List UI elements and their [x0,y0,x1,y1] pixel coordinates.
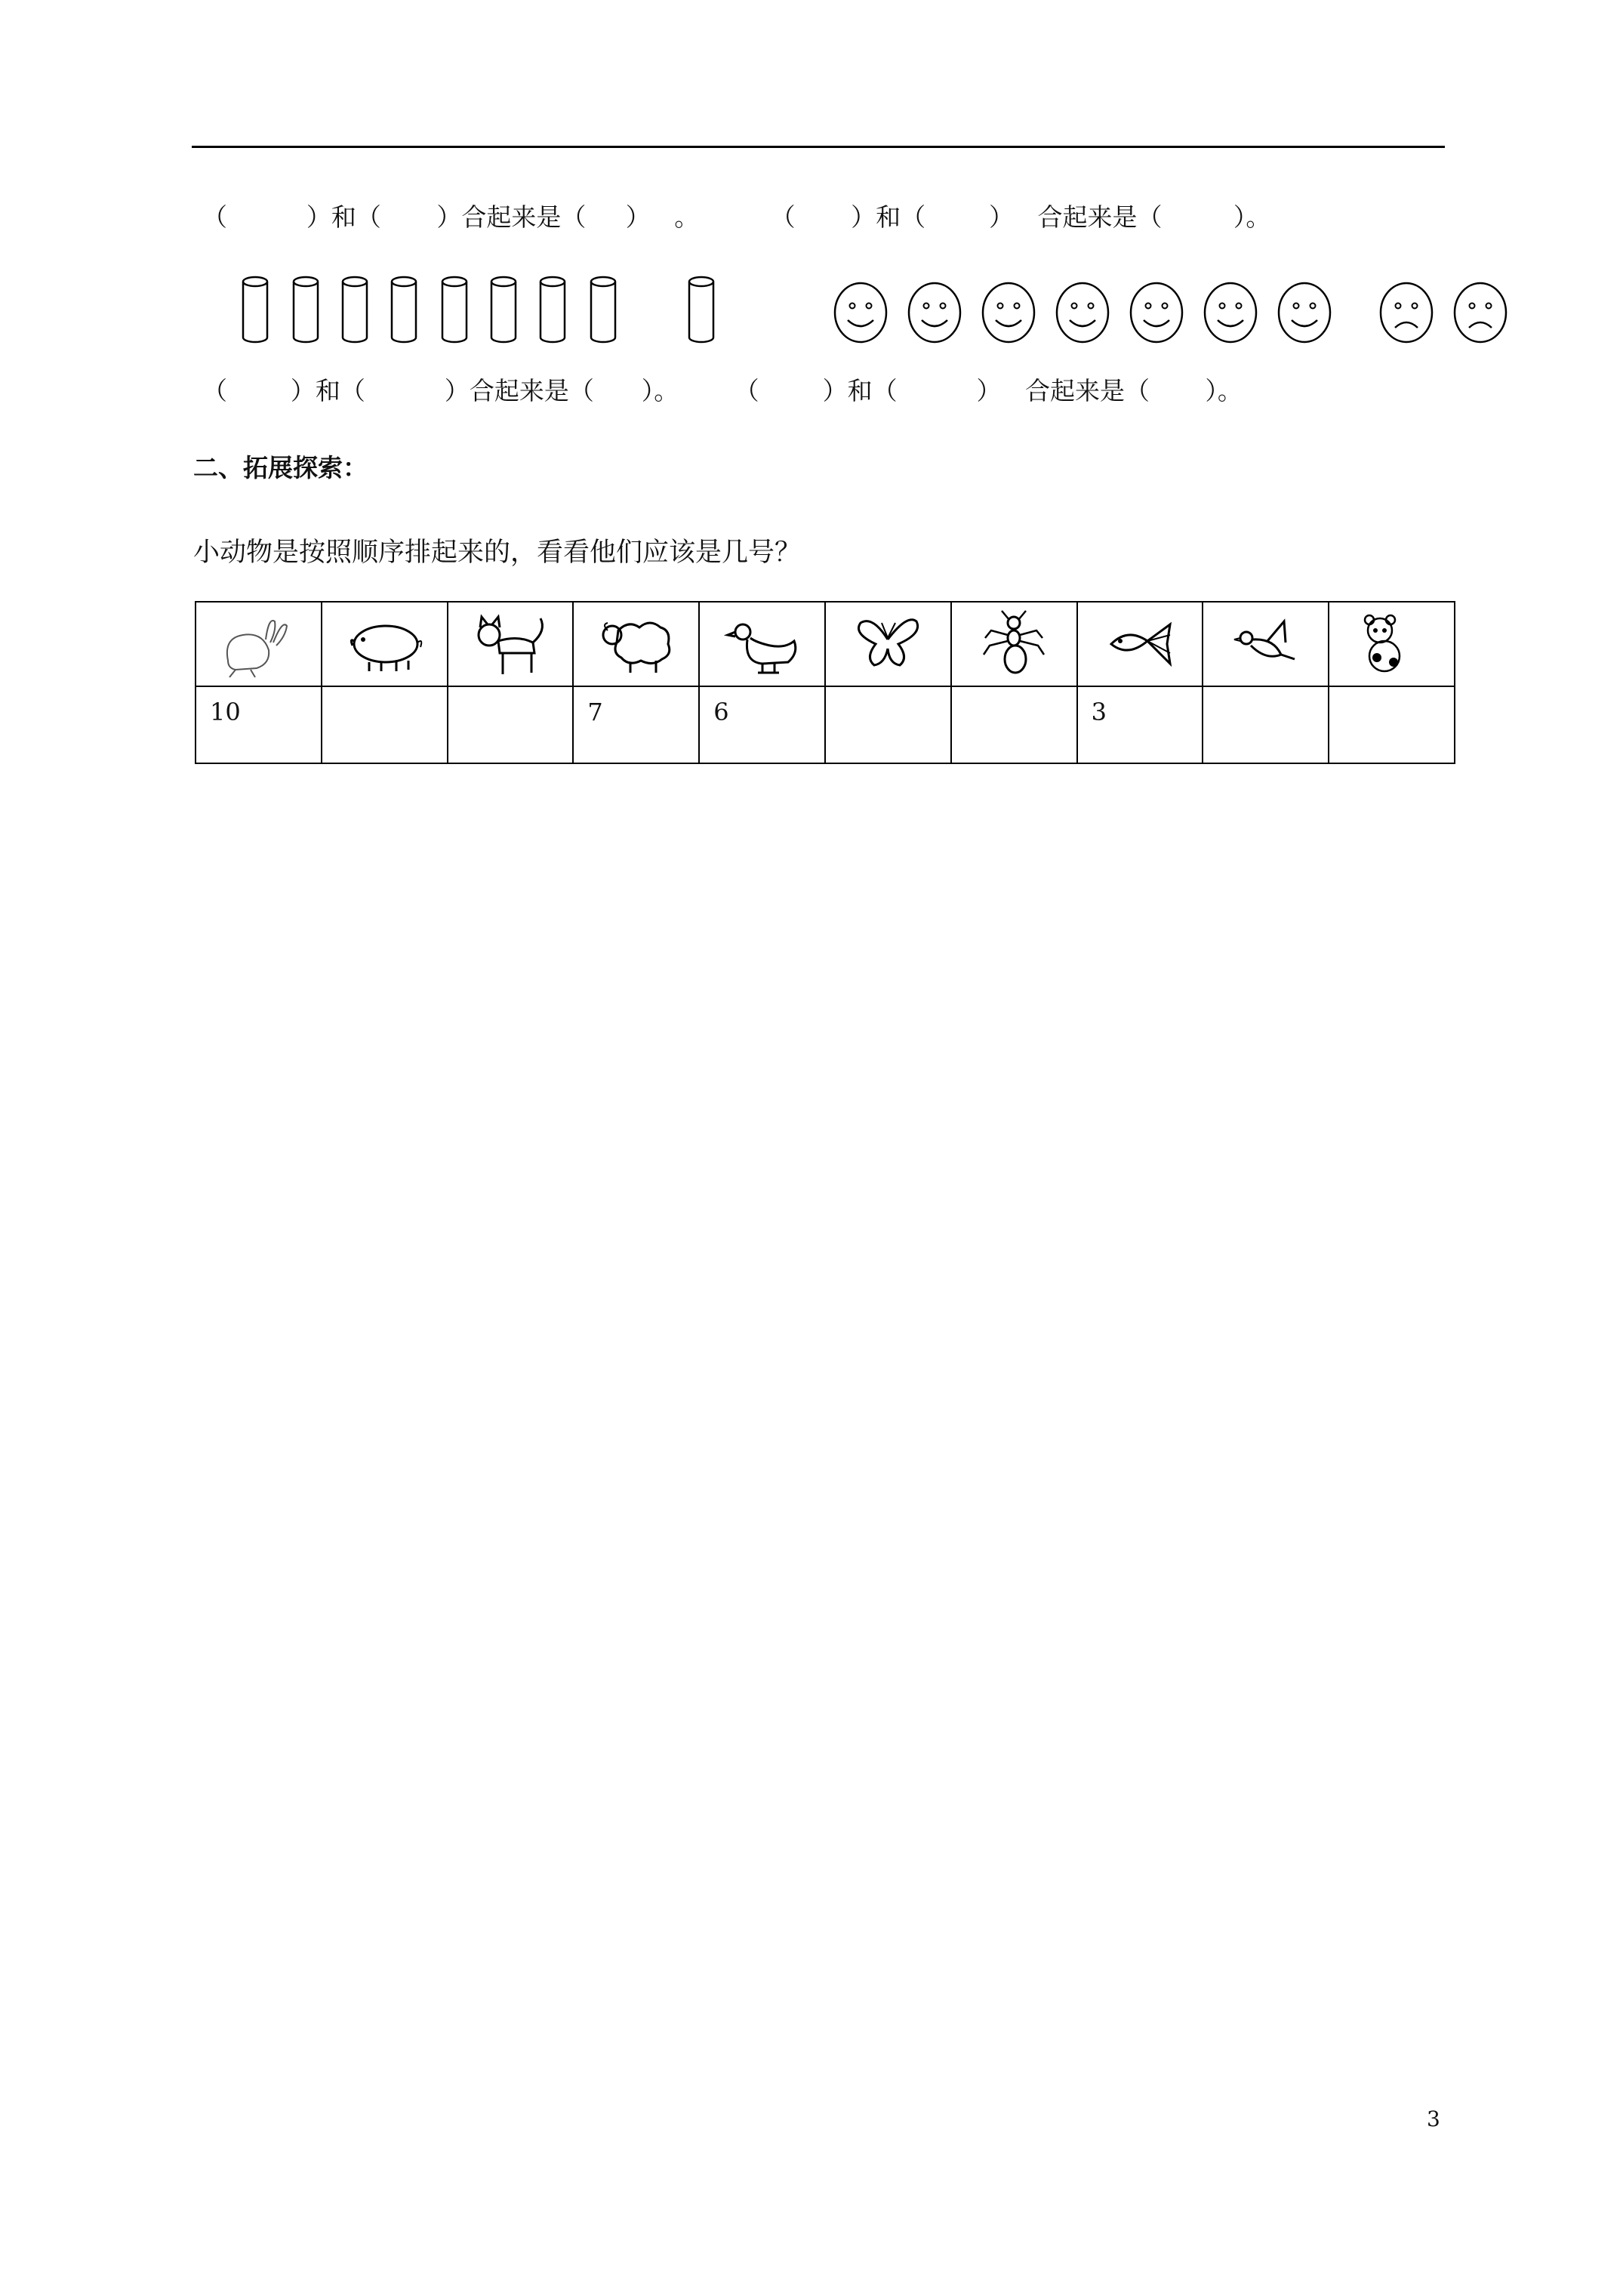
rabbit-icon [213,608,303,680]
animal-cell [951,602,1077,686]
animal-cell [448,602,574,686]
cylinder-icon [341,276,368,344]
animal-cell [196,602,322,686]
smiling-face-icon [907,281,962,344]
section-instruction: 小动物是按照顺序排起来的，看看他们应该是几号？ [193,538,802,568]
smiling-face-icon [1203,281,1258,344]
smiling-face-icon [833,281,888,344]
cat-icon [465,608,556,680]
ant-icon [969,608,1059,680]
pig-icon [339,608,430,680]
animal-number-cell[interactable] [825,686,951,763]
fill-blank-line-1: （ ）和（ ）合起来是（ ） 。 （ ）和（ ） 合起来是（ ）。 [202,202,1271,232]
bird-icon [1221,608,1311,680]
smiling-face-icon [1129,281,1184,344]
fill-blank-line-2: （ ）和（ ）合起来是（ ）。 （ ）和（ ） 合起来是（ ）。 [202,376,1243,405]
cylinder-icon [441,276,468,344]
cylinder-icon [539,276,566,344]
cylinder-icon [490,276,517,344]
animal-cell [322,602,448,686]
animal-number-cell[interactable] [448,686,574,763]
animal-number-cell[interactable]: 6 [699,686,825,763]
butterfly-icon [842,608,933,680]
animal-order-table [195,601,1455,764]
animal-number-cell[interactable] [1203,686,1329,763]
sheep-icon [591,608,682,680]
section-heading: 二、拓展探索： [193,453,368,482]
animal-number-cell[interactable]: 10 [196,686,322,763]
animal-number-cell[interactable] [322,686,448,763]
animal-number-cell[interactable] [951,686,1077,763]
animal-number-cell[interactable]: 7 [573,686,699,763]
frowning-face-icon [1378,281,1434,344]
animal-cell [825,602,951,686]
duck-icon [717,608,808,680]
cylinder-icon [292,276,319,344]
animal-cell [573,602,699,686]
animal-cell [1329,602,1455,686]
frowning-face-icon [1452,281,1508,344]
cylinder-icon [390,276,417,344]
panda-icon [1347,608,1437,680]
page-number: 3 [1427,2106,1440,2131]
cylinder-icon [242,276,269,344]
animal-cell [699,602,825,686]
fish-icon [1095,608,1185,680]
animal-cell [1077,602,1203,686]
header-rule [192,146,1445,148]
smiling-face-icon [981,281,1036,344]
animal-cell [1203,602,1329,686]
cylinder-icon [590,276,617,344]
animal-number-row [196,686,1455,763]
cylinder-icon [688,276,715,344]
animal-number-cell[interactable] [1329,686,1455,763]
animal-number-cell[interactable]: 3 [1077,686,1203,763]
smiling-face-icon [1277,281,1332,344]
animal-icon-row [196,602,1455,686]
smiling-face-icon [1055,281,1110,344]
